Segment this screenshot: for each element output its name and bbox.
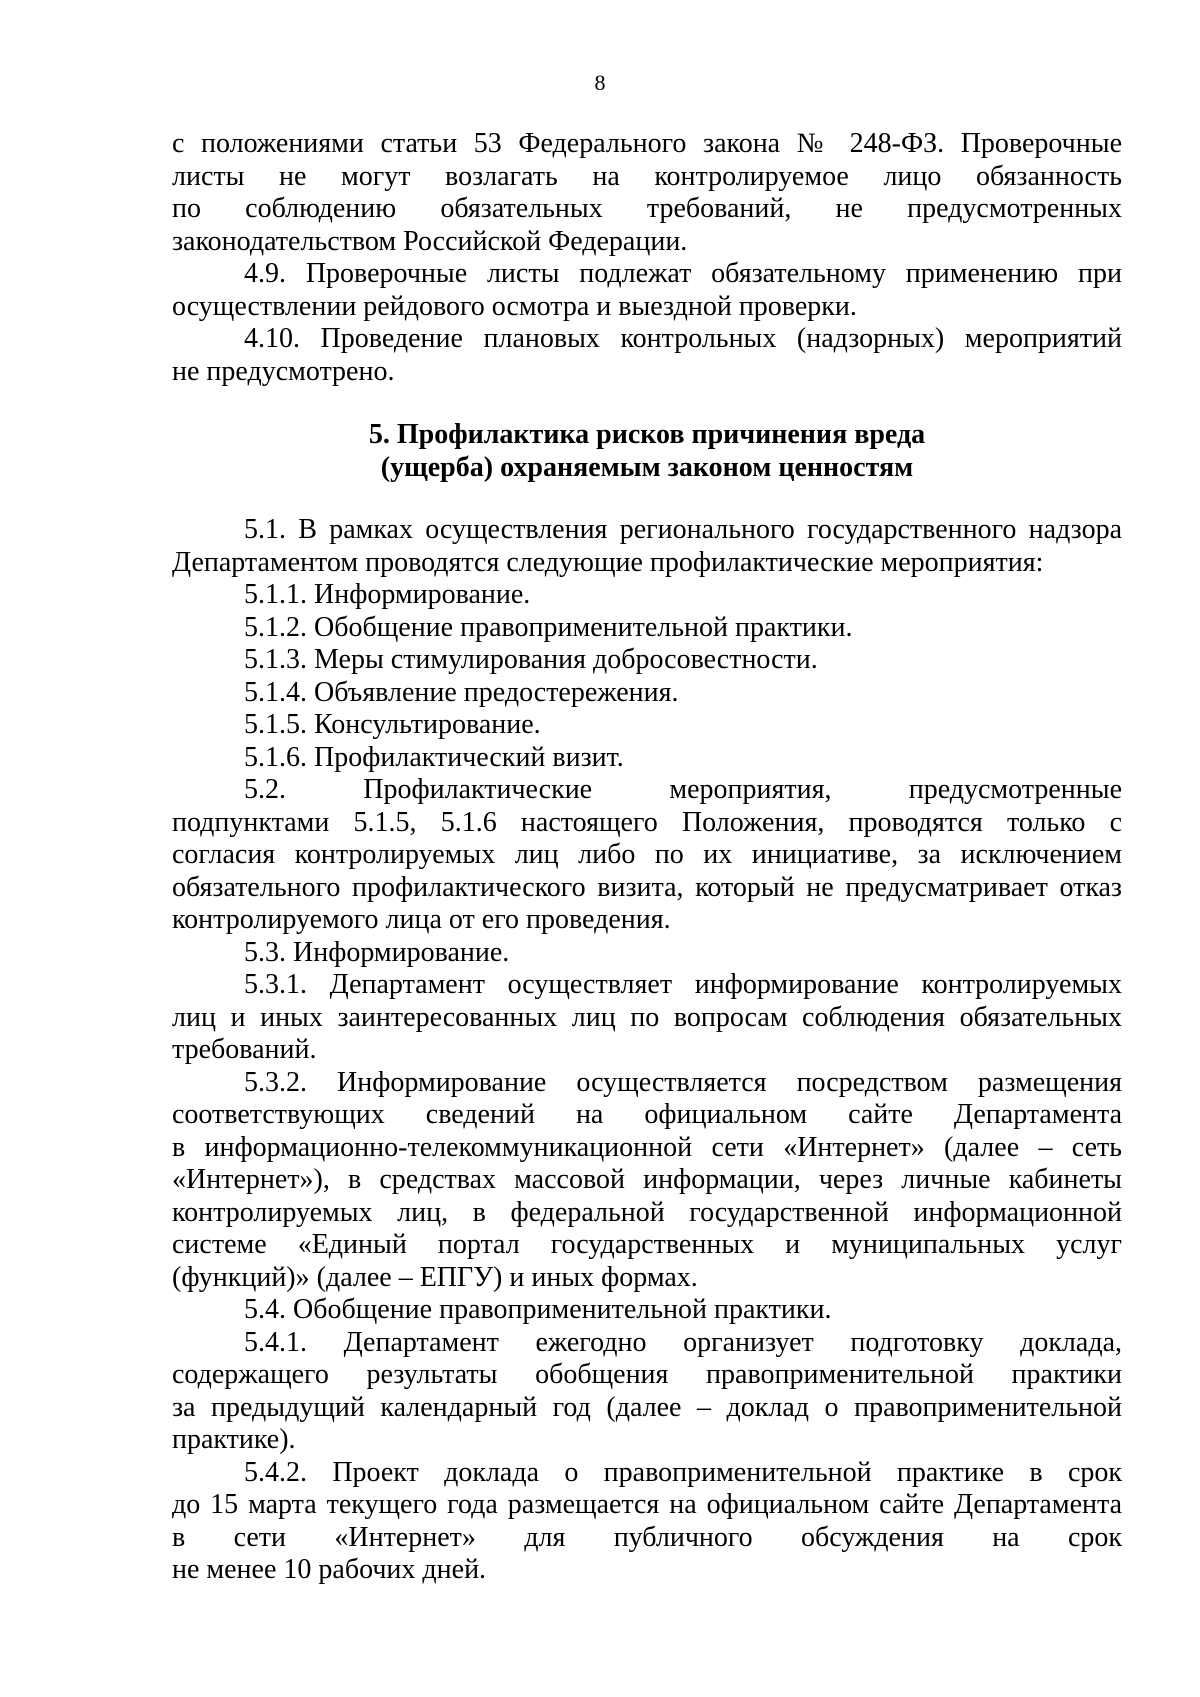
paragraph-line: в сети «Интернет» для публичного обсуждения на срок <box>172 1521 1122 1553</box>
paragraph-line: за предыдущий календарный год (далее – доклад о правоприменительной <box>172 1391 1122 1423</box>
paragraph-line: «Интернет»), в средствах массовой информации, через личные кабинеты <box>172 1164 1122 1195</box>
paragraph <box>172 514 1122 579</box>
paragraph-line: лиц и иных заинтересованных лиц по вопросам соблюдения обязательных <box>172 1001 1122 1033</box>
document-body <box>172 128 1122 1587</box>
paragraph-line: соответствующих сведений на официальном сайте Департамента <box>172 1099 1122 1130</box>
paragraph-line: 5.1.3. Меры стимулирования добросовестности. <box>244 644 818 675</box>
paragraph-line: обязательного профилактического визита, который не предусматривает отказ <box>172 871 1122 903</box>
paragraph <box>172 677 1122 710</box>
paragraph <box>172 969 1122 1067</box>
paragraph-line: требований. <box>172 1034 317 1065</box>
paragraph-line: осуществлении рейдового осмотра и выездной проверки. <box>172 290 857 322</box>
paragraph-line: системе «Единый портал государственных и муниципальных услуг <box>172 1229 1122 1260</box>
section-heading <box>172 419 1122 484</box>
paragraph-line: согласия контролируемых лиц либо по их инициативе, за исключением <box>172 839 1122 870</box>
paragraph <box>172 1457 1122 1587</box>
paragraph <box>172 128 1122 258</box>
paragraph-line: 5.4.1. Департамент ежегодно организует подготовку доклада, <box>244 1326 1122 1358</box>
paragraph-line: практике). <box>172 1424 296 1455</box>
paragraph-line: 5.3.1. Департамент осуществляет информирование контролируемых <box>244 969 1122 1000</box>
paragraph <box>172 612 1122 645</box>
paragraph-line: 5.4. Обобщение правоприменительной практики. <box>244 1294 832 1325</box>
paragraph <box>172 258 1122 323</box>
paragraph-line: в информационно-телекоммуникационной сети «Интернет» (далее – сеть <box>172 1131 1122 1163</box>
section-heading-line-1: 5. Профилактика рисков причинения вреда <box>368 419 926 450</box>
paragraph-line: 5.3.2. Информирование осуществляется посредством размещения <box>244 1066 1122 1098</box>
paragraph <box>172 644 1122 677</box>
paragraph-line: законодательством Российской Федерации. <box>172 225 688 257</box>
page-number: 8 <box>594 70 606 95</box>
paragraph-line: (функций)» (далее – ЕПГУ) и иных формах. <box>172 1261 698 1293</box>
paragraph-line: 5.1.6. Профилактический визит. <box>244 741 624 773</box>
paragraph-line: 4.9. Проверочные листы подлежат обязательному применению при <box>244 258 1122 289</box>
paragraph-line: контролируемого лица от его проведения. <box>172 904 671 935</box>
paragraph-line: листы не могут возлагать на контролируемое лицо обязанность <box>172 160 1122 192</box>
paragraph-line: по соблюдению обязательных требований, не предусмотренных <box>172 193 1122 224</box>
paragraph <box>172 1327 1122 1457</box>
paragraph-line: не предусмотрено. <box>172 355 395 387</box>
paragraph-line: 5.2. Профилактические мероприятия, предусмотренные <box>244 774 1122 805</box>
paragraph-line: с положениями статьи 53 Федерального закона № 248-ФЗ. Проверочные <box>172 128 1122 159</box>
paragraph-line: 5.1.2. Обобщение правоприменительной практики. <box>244 611 853 643</box>
paragraph-line: Департаментом проводятся следующие профилактические мероприятия: <box>172 546 1044 578</box>
paragraph-line: 5.3. Информирование. <box>244 936 510 968</box>
paragraph <box>172 1294 1122 1327</box>
paragraph-line: 4.10. Проведение плановых контрольных (надзорных) мероприятий <box>244 323 1122 354</box>
paragraph-line: контролируемых лиц, в федеральной государственной информационной <box>172 1196 1122 1228</box>
paragraph <box>172 1067 1122 1295</box>
paragraph-line: 5.1.5. Консультирование. <box>244 709 541 740</box>
paragraph-line: 5.1.1. Информирование. <box>244 579 531 610</box>
paragraph-line: 5.1.4. Объявление предостережения. <box>244 676 679 708</box>
paragraph-line: не менее 10 рабочих дней. <box>172 1554 487 1585</box>
paragraph <box>172 323 1122 388</box>
paragraph <box>172 579 1122 612</box>
paragraph-line: 5.4.2. Проект доклада о правоприменительной практике в срок <box>244 1456 1122 1488</box>
paragraph <box>172 937 1122 970</box>
paragraph <box>172 774 1122 937</box>
paragraph-line: до 15 марта текущего года размещается на официальном сайте Департамента <box>172 1489 1122 1520</box>
section-heading-line-2: (ущерба) охраняемым законом ценностям <box>380 451 914 483</box>
paragraph-line: подпунктами 5.1.5, 5.1.6 настоящего Положения, проводятся только с <box>172 806 1122 838</box>
paragraphs-before-section <box>172 128 1122 388</box>
paragraph-line: содержащего результаты обобщения правоприменительной практики <box>172 1359 1122 1390</box>
section-5-paragraphs <box>172 514 1122 1587</box>
paragraph-line: 5.1. В рамках осуществления регионального государственного надзора <box>244 514 1122 545</box>
paragraph <box>172 709 1122 742</box>
paragraph <box>172 742 1122 775</box>
